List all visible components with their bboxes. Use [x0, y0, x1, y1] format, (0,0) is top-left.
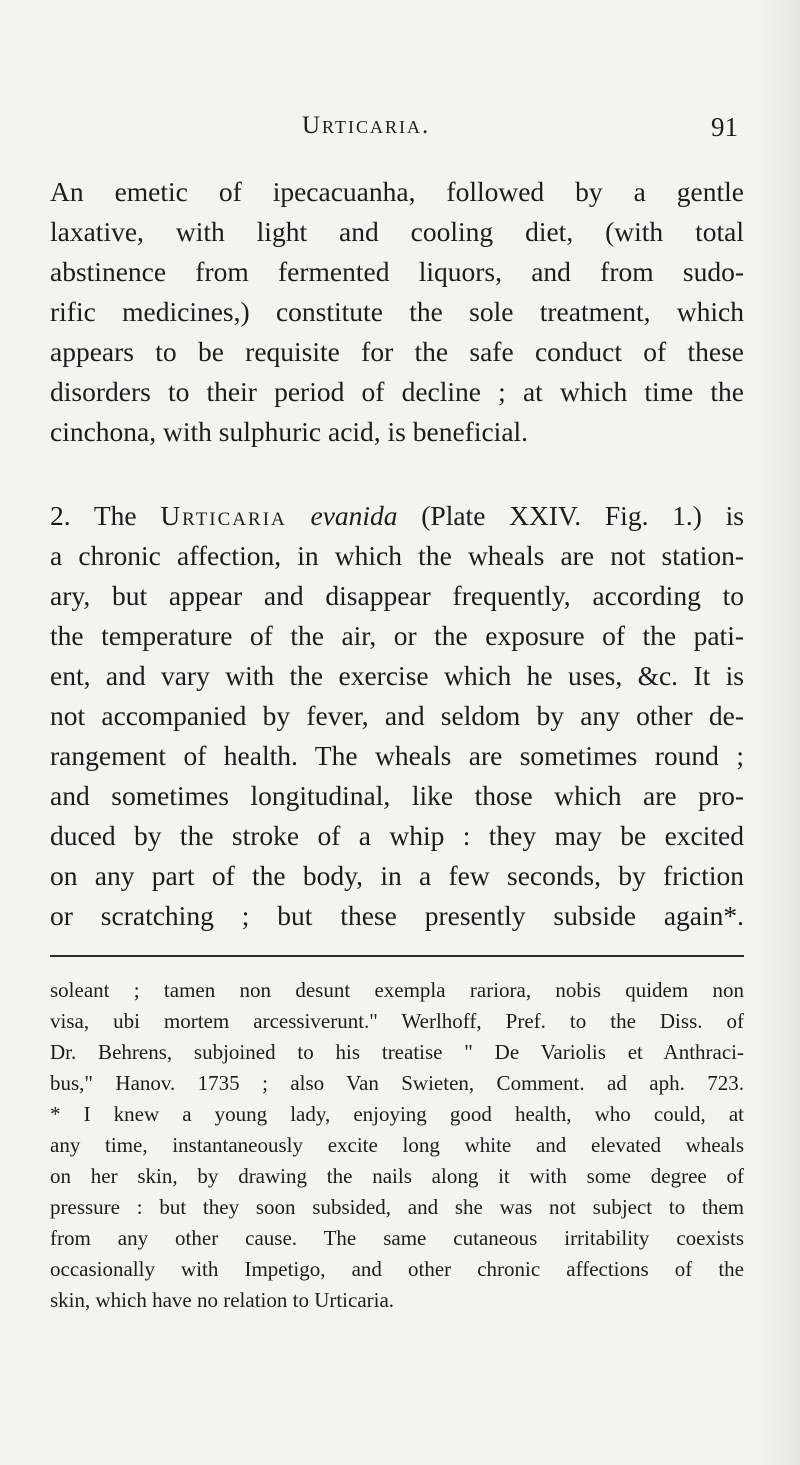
footnote-line: pressure : but they soon subsided, and she was not subject to them [50, 1195, 744, 1219]
footnote-line: any time, instantaneously excite long white and elevated wheals [50, 1133, 744, 1157]
text-line: abstinence from fermented liquors, and from sudo- [50, 256, 744, 287]
text-line: on any part of the body, in a few seconds, by friction [50, 860, 744, 891]
text-line: An emetic of ipecacuanha, followed by a gentle [50, 176, 744, 207]
footnote-divider [50, 955, 744, 957]
text-line: disorders to their period of decline ; at which time the [50, 376, 744, 407]
text-line: the temperature of the air, or the exposure of the pati- [50, 620, 744, 651]
footnote-line: * I knew a young lady, enjoying good health, who could, at [50, 1102, 744, 1126]
footnote-line: on her skin, by drawing the nails along it with some degree of [50, 1164, 744, 1188]
text-line: duced by the stroke of a whip : they may be excited [50, 820, 744, 851]
text-line: rangement of health. The wheals are sometimes round ; [50, 740, 744, 771]
page-number: 91 [711, 112, 738, 142]
text-line: ent, and vary with the exercise which he uses, &c. It is [50, 660, 744, 691]
text-line: rific medicines,) constitute the sole treatment, which [50, 296, 744, 327]
running-title: Urticaria. [302, 112, 431, 139]
paragraph-1 [50, 172, 744, 452]
page-edge-shadow [758, 0, 800, 1465]
genus-name: Urticaria [160, 500, 287, 531]
text-line: a chronic affection, in which the wheals are not station- [50, 540, 744, 571]
paragraph-spacer [50, 452, 744, 496]
footnote-line: visa, ubi mortem arcessiverunt." Werlhoff, Pref. to the Diss. of [50, 1009, 744, 1033]
text-line: appears to be requisite for the safe conduct of these [50, 336, 744, 367]
footnotes [50, 975, 744, 1316]
text-line-first [50, 496, 744, 536]
footnote-line: Dr. Behrens, subjoined to his treatise " De Variolis et Anthraci- [50, 1040, 744, 1064]
text-line: laxative, with light and cooling diet, (with total [50, 216, 744, 247]
paragraph-2 [50, 496, 744, 936]
species-name: evanida [310, 500, 398, 531]
page-header [52, 112, 742, 152]
footnote-line: from any other cause. The same cutaneous irritability coexists [50, 1226, 744, 1250]
text-line: ary, but appear and disappear frequently, according to [50, 580, 744, 611]
footnote-line: soleant ; tamen non desunt exempla rariora, nobis quidem non [50, 978, 744, 1002]
paragraph-number: 2. The [50, 500, 161, 531]
footnote-line: bus," Hanov. 1735 ; also Van Swieten, Comment. ad aph. 723. [50, 1071, 744, 1095]
footnote-line: skin, which have no relation to Urticaria. [50, 1288, 395, 1312]
main-text [50, 172, 744, 936]
text-line: or scratching ; but these presently subside again*. [50, 900, 744, 931]
text-line: cinchona, with sulphuric acid, is beneficial. [50, 416, 529, 447]
text-line: and sometimes longitudinal, like those which are pro- [50, 780, 744, 811]
text-line: not accompanied by fever, and seldom by any other de- [50, 700, 744, 731]
plate-reference: (Plate XXIV. Fig. 1.) is [397, 500, 744, 531]
footnote-line: occasionally with Impetigo, and other chronic affections of the [50, 1257, 744, 1281]
